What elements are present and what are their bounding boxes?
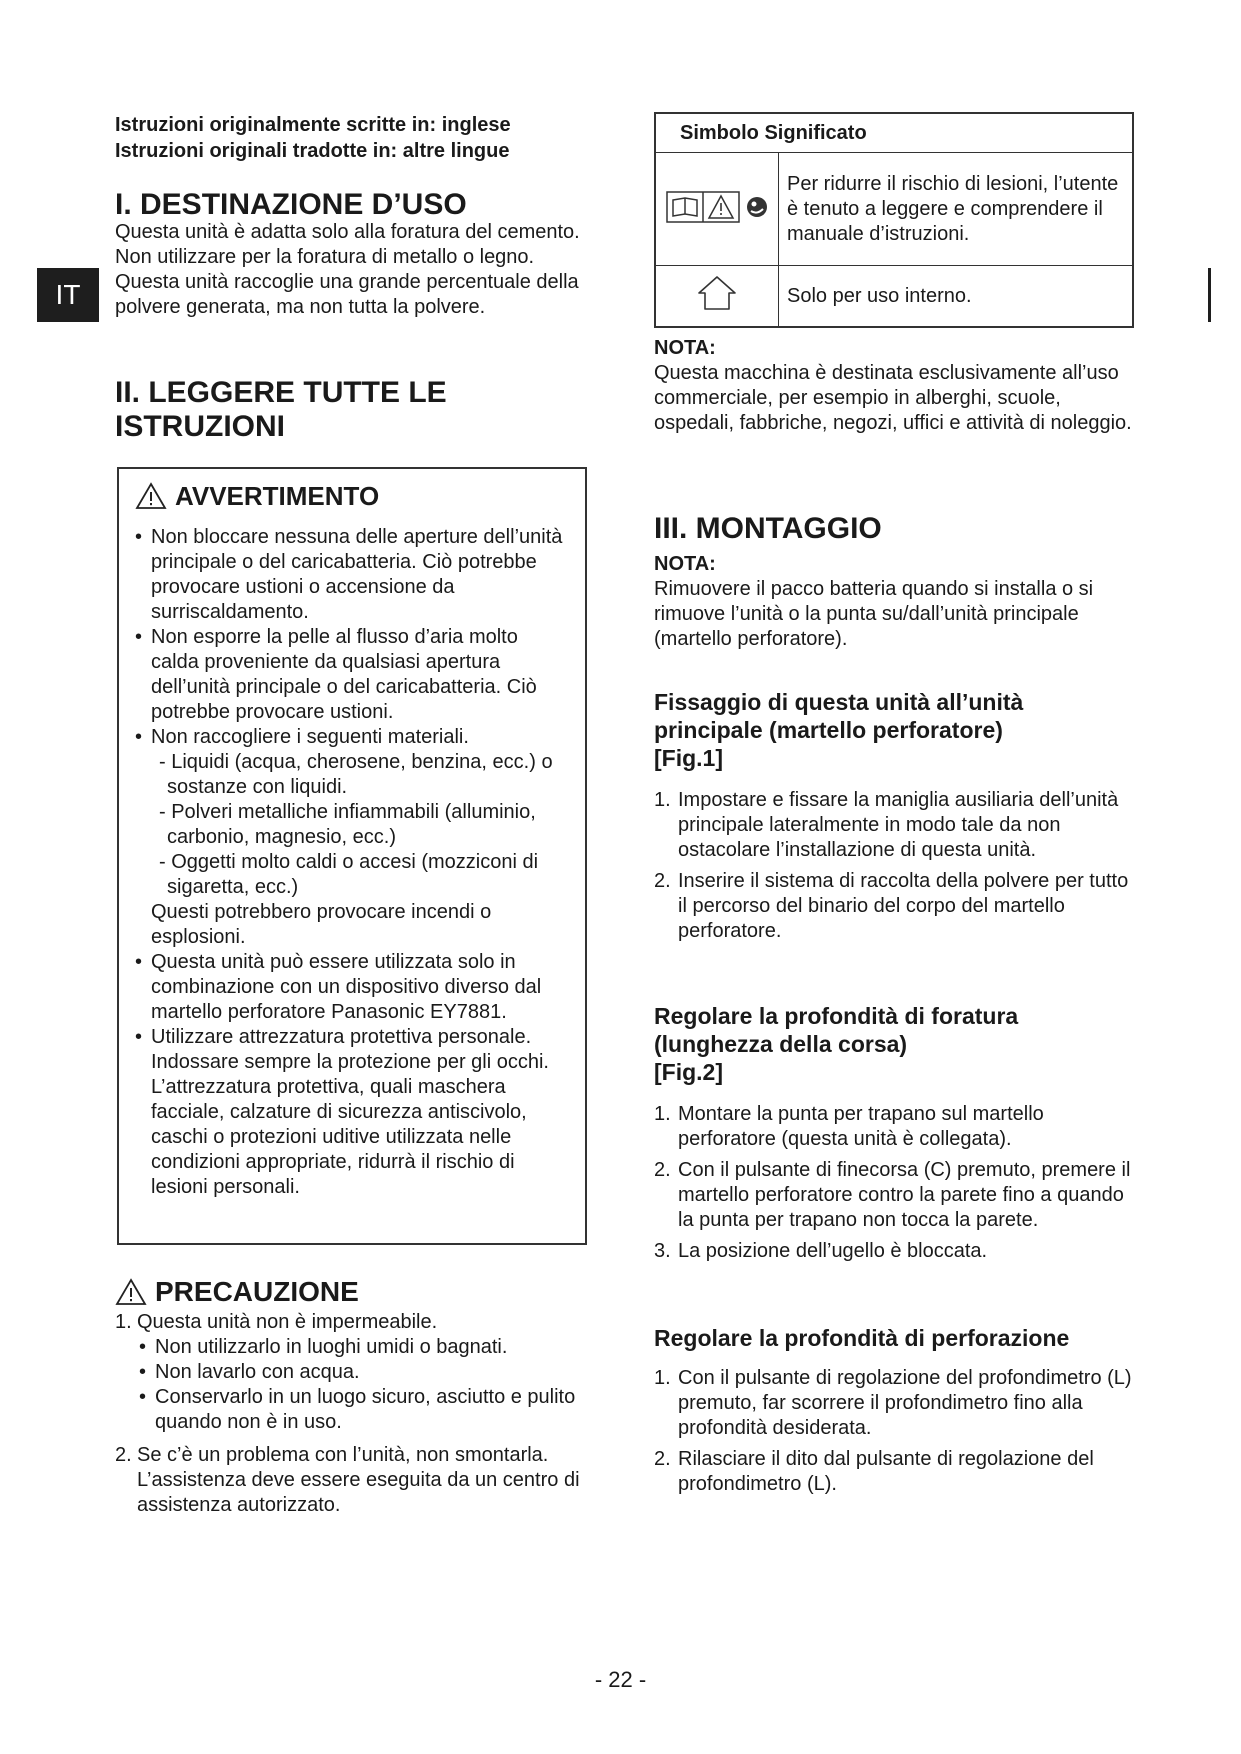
warning-subitem: - Polveri metalliche infiammabili (alluminio, carbonio, magnesio, ecc.): [159, 801, 536, 848]
caution-subitem: • Non lavarlo con acqua.: [139, 1361, 360, 1383]
regolare-foratura-heading-line3: [Fig.2]: [654, 1059, 723, 1085]
caution-item-text: Se c’è un problema con l’unità, non smontarla. L’assistenza deve essere eseguita da un centro di assistenza autorizzato.: [137, 1444, 580, 1516]
caution-subitem-text: Non utilizzarlo in luoghi umidi o bagnati.: [155, 1336, 508, 1358]
regolare-foratura-steps: [654, 1102, 1134, 1264]
regolare-foratura-heading: [654, 1002, 1134, 1086]
step-number: 2.: [654, 870, 671, 892]
caution-item: [115, 1443, 595, 1518]
step-number: 2.: [654, 1159, 671, 1181]
caution-list: [115, 1310, 595, 1518]
meaning-cell: Solo per uso interno.: [779, 266, 1134, 328]
step-number: 1.: [654, 1103, 671, 1125]
symbol-cell: [655, 266, 779, 328]
section1-text: Questa unità è adatta solo alla foratura del cemento. Non utilizzare per la foratura di metallo o legno. Questa unità raccoglie una grande percentuale della polvere generata, ma non tutta la polvere.: [115, 221, 580, 318]
caution-item-text: Questa unità non è impermeabile.: [137, 1311, 438, 1333]
section3-note: [654, 552, 1134, 652]
section2-heading: [115, 376, 447, 444]
caution-subitem: • Non utilizzarlo in luoghi umidi o bagnati.: [139, 1336, 508, 1358]
language-tab: IT: [37, 268, 99, 322]
caution-item-number: 1.: [115, 1311, 132, 1333]
read-manual-icon: [665, 186, 769, 226]
intro-line-2: Istruzioni originali tradotte in: altre lingue: [115, 140, 510, 162]
warning-bullet-text: Non esporre la pelle al flusso d’aria molto calda proveniente da qualsiasi apertura dell’unità principale o del caricabatteria. Ciò potrebbe provocare ustioni.: [151, 626, 537, 723]
step-text: Impostare e fissare la maniglia ausiliaria dell’unità principale lateralmente in modo tale da non ostacolare l’installazione di questa unità.: [678, 789, 1119, 861]
table-row: [655, 153, 1133, 266]
fissaggio-steps: [654, 788, 1134, 944]
page-number: - 22 -: [594, 1667, 647, 1692]
caution-triangle-icon: [115, 1278, 147, 1306]
intro-block: [115, 112, 595, 164]
list-item: [654, 1366, 1134, 1441]
step-number: 2.: [654, 1448, 671, 1470]
step-text: Con il pulsante di finecorsa (C) premuto, premere il martello perforatore contro la parete fino a quando la punta per trapano non tocca la parete.: [678, 1159, 1131, 1231]
warning-bullet-text: Utilizzare attrezzatura protettiva personale. Indossare sempre la protezione per gli occhi. L’attrezzatura protettiva, quali maschera facciale, calzature di sicurezza antiscivolo, caschi o protezioni uditive utilizzata nelle condizioni appropriate, ridurrà il rischio di lesioni personali.: [151, 1026, 549, 1198]
fissaggio-heading-line3: [Fig.1]: [654, 745, 723, 771]
indoor-use-icon: [695, 273, 739, 313]
fissaggio-heading-line1: Fissaggio di questa unità all’unità: [654, 689, 1024, 715]
section3-note-label: NOTA:: [654, 553, 716, 575]
warning-bullet-note: Questi potrebbero provocare incendi o esplosioni.: [151, 901, 492, 948]
caution-title: [115, 1276, 359, 1308]
regolare-foratura-heading-line2: (lunghezza della corsa): [654, 1031, 908, 1057]
regolare-foratura-section: [654, 1002, 1134, 1264]
step-text: Rilasciare il dito dal pulsante di regolazione del profondimetro (L).: [678, 1448, 1094, 1495]
caution-subitem-text: Conservarlo in un luogo sicuro, asciutto e pulito quando non è in uso.: [155, 1386, 576, 1433]
warning-bullet: • Utilizzare attrezzatura protettiva personale. Indossare sempre la protezione per gli occhi. L’attrezzatura protettiva, quali maschera facciale, calzature di sicurezza antiscivolo, caschi o protezioni uditive utilizzata nelle condizioni appropriate, ridurrà il rischio di lesioni personali.: [135, 1026, 549, 1198]
caution-item-number: 2.: [115, 1444, 132, 1466]
symbol-table: [654, 112, 1134, 328]
section2-heading-line2: ISTRUZIONI: [115, 410, 285, 443]
caution-title-text: PRECAUZIONE: [155, 1276, 359, 1307]
step-number: 1.: [654, 1367, 671, 1389]
list-item: [654, 1447, 1134, 1497]
step-text: La posizione dell’ugello è bloccata.: [678, 1240, 988, 1262]
col-symbol-header: Simbolo: [680, 121, 759, 144]
section2-heading-line1: II. LEGGERE TUTTE LE: [115, 376, 447, 409]
list-item: [654, 1158, 1134, 1233]
regolare-foratura-heading-line1: Regolare la profondità di foratura: [654, 1003, 1019, 1029]
note1-label: NOTA:: [654, 337, 716, 359]
note1-text: Questa macchina è destinata esclusivamente all’uso commerciale, per esempio in alberghi, scuole, ospedali, fabbriche, negozi, uffici e attività di noleggio.: [654, 362, 1132, 434]
fissaggio-heading: [654, 688, 1134, 772]
warning-bullet-text: Questa unità può essere utilizzata solo in combinazione con un dispositivo diverso dal martello perforatore Panasonic EY7881.: [151, 951, 542, 1023]
step-text: Inserire il sistema di raccolta della polvere per tutto il percorso del binario del corpo del martello perforatore.: [678, 870, 1129, 942]
warning-bullet-text: Non bloccare nessuna delle aperture dell’unità principale o del caricabatteria. Ciò potrebbe provocare ustioni o accensione da surriscaldamento.: [151, 526, 563, 623]
warning-subitem: - Liquidi (acqua, cherosene, benzina, ecc.) o sostanze con liquidi.: [159, 751, 553, 798]
fissaggio-section: [654, 688, 1134, 944]
warning-bullet: • Non esporre la pelle al flusso d’aria molto calda proveniente da qualsiasi apertura dell’unità principale o del caricabatteria. Ciò potrebbe provocare ustioni.: [135, 626, 537, 723]
right-column: [654, 112, 1134, 1495]
regolare-perforazione-section: [654, 1324, 1134, 1497]
table-row: [655, 266, 1133, 328]
left-column: [115, 112, 595, 1516]
warning-bullet: • Questa unità può essere utilizzata solo in combinazione con un dispositivo diverso dal martello perforatore Panasonic EY7881.: [135, 951, 542, 1023]
warning-title: [135, 481, 571, 511]
col-meaning-header: Significato: [764, 121, 867, 144]
section3-heading: III. MONTAGGIO: [654, 512, 882, 545]
edge-marker: [1208, 268, 1211, 322]
intro-line-1: Istruzioni originalmente scritte in: inglese: [115, 114, 511, 136]
step-text: Montare la punta per trapano sul martello perforatore (questa unità è collegata).: [678, 1103, 1044, 1150]
symbol-table-header: [655, 113, 1133, 153]
warning-bullet: • Non bloccare nessuna delle aperture dell’unità principale o del caricabatteria. Ciò potrebbe provocare ustioni o accensione da surriscaldamento.: [135, 526, 563, 623]
step-number: 1.: [654, 789, 671, 811]
regolare-perforazione-heading: Regolare la profondità di perforazione: [654, 1325, 1070, 1351]
warning-bullet-text: Non raccogliere i seguenti materiali.: [151, 726, 469, 748]
meaning-cell: Per ridurre il rischio di lesioni, l’utente è tenuto a leggere e comprendere il manuale d’istruzioni.: [779, 153, 1134, 266]
fissaggio-heading-line2: principale (martello perforatore): [654, 717, 1003, 743]
list-item: [654, 1102, 1134, 1152]
warning-subitem: - Oggetti molto caldi o accesi (mozziconi di sigaretta, ecc.): [159, 851, 539, 898]
warning-title-text: AVVERTIMENTO: [175, 481, 380, 511]
step-number: 3.: [654, 1240, 671, 1262]
warning-triangle-icon: [135, 482, 167, 510]
caution-item: [115, 1310, 595, 1335]
note1-block: [654, 336, 1134, 436]
caution-subitem: • Conservarlo in un luogo sicuro, asciutto e pulito quando non è in uso.: [139, 1386, 576, 1433]
caution-subitem-text: Non lavarlo con acqua.: [155, 1361, 360, 1383]
list-item: [654, 788, 1134, 863]
section1-heading: I. DESTINAZIONE D’USO: [115, 188, 467, 221]
symbol-table-header-cell: [655, 113, 1133, 153]
step-text: Con il pulsante di regolazione del profondimetro (L) premuto, far scorrere il profondimetro fino alla profondità desiderata.: [678, 1367, 1132, 1439]
warning-list: [135, 525, 571, 1200]
section3-note-text: Rimuovere il pacco batteria quando si installa o si rimuove l’unità o la punta su/dall’unità principale (martello perforatore).: [654, 578, 1094, 650]
list-item: [654, 869, 1134, 944]
list-item: [654, 1239, 1134, 1264]
regolare-perforazione-steps: [654, 1366, 1134, 1497]
warning-box: [117, 467, 587, 1245]
symbol-cell: [655, 153, 779, 266]
warning-bullet: • Non raccogliere i seguenti materiali. - Liquidi (acqua, cherosene, benzina, ecc.) o sostanze con liquidi. - Polveri metalliche infiammabili (alluminio, carbonio, magnesio, ecc.) - Oggetti molto caldi o accesi (mozziconi di sigaretta, ecc.) Questi potrebbero provocare incendi o esplosioni.: [135, 725, 571, 950]
